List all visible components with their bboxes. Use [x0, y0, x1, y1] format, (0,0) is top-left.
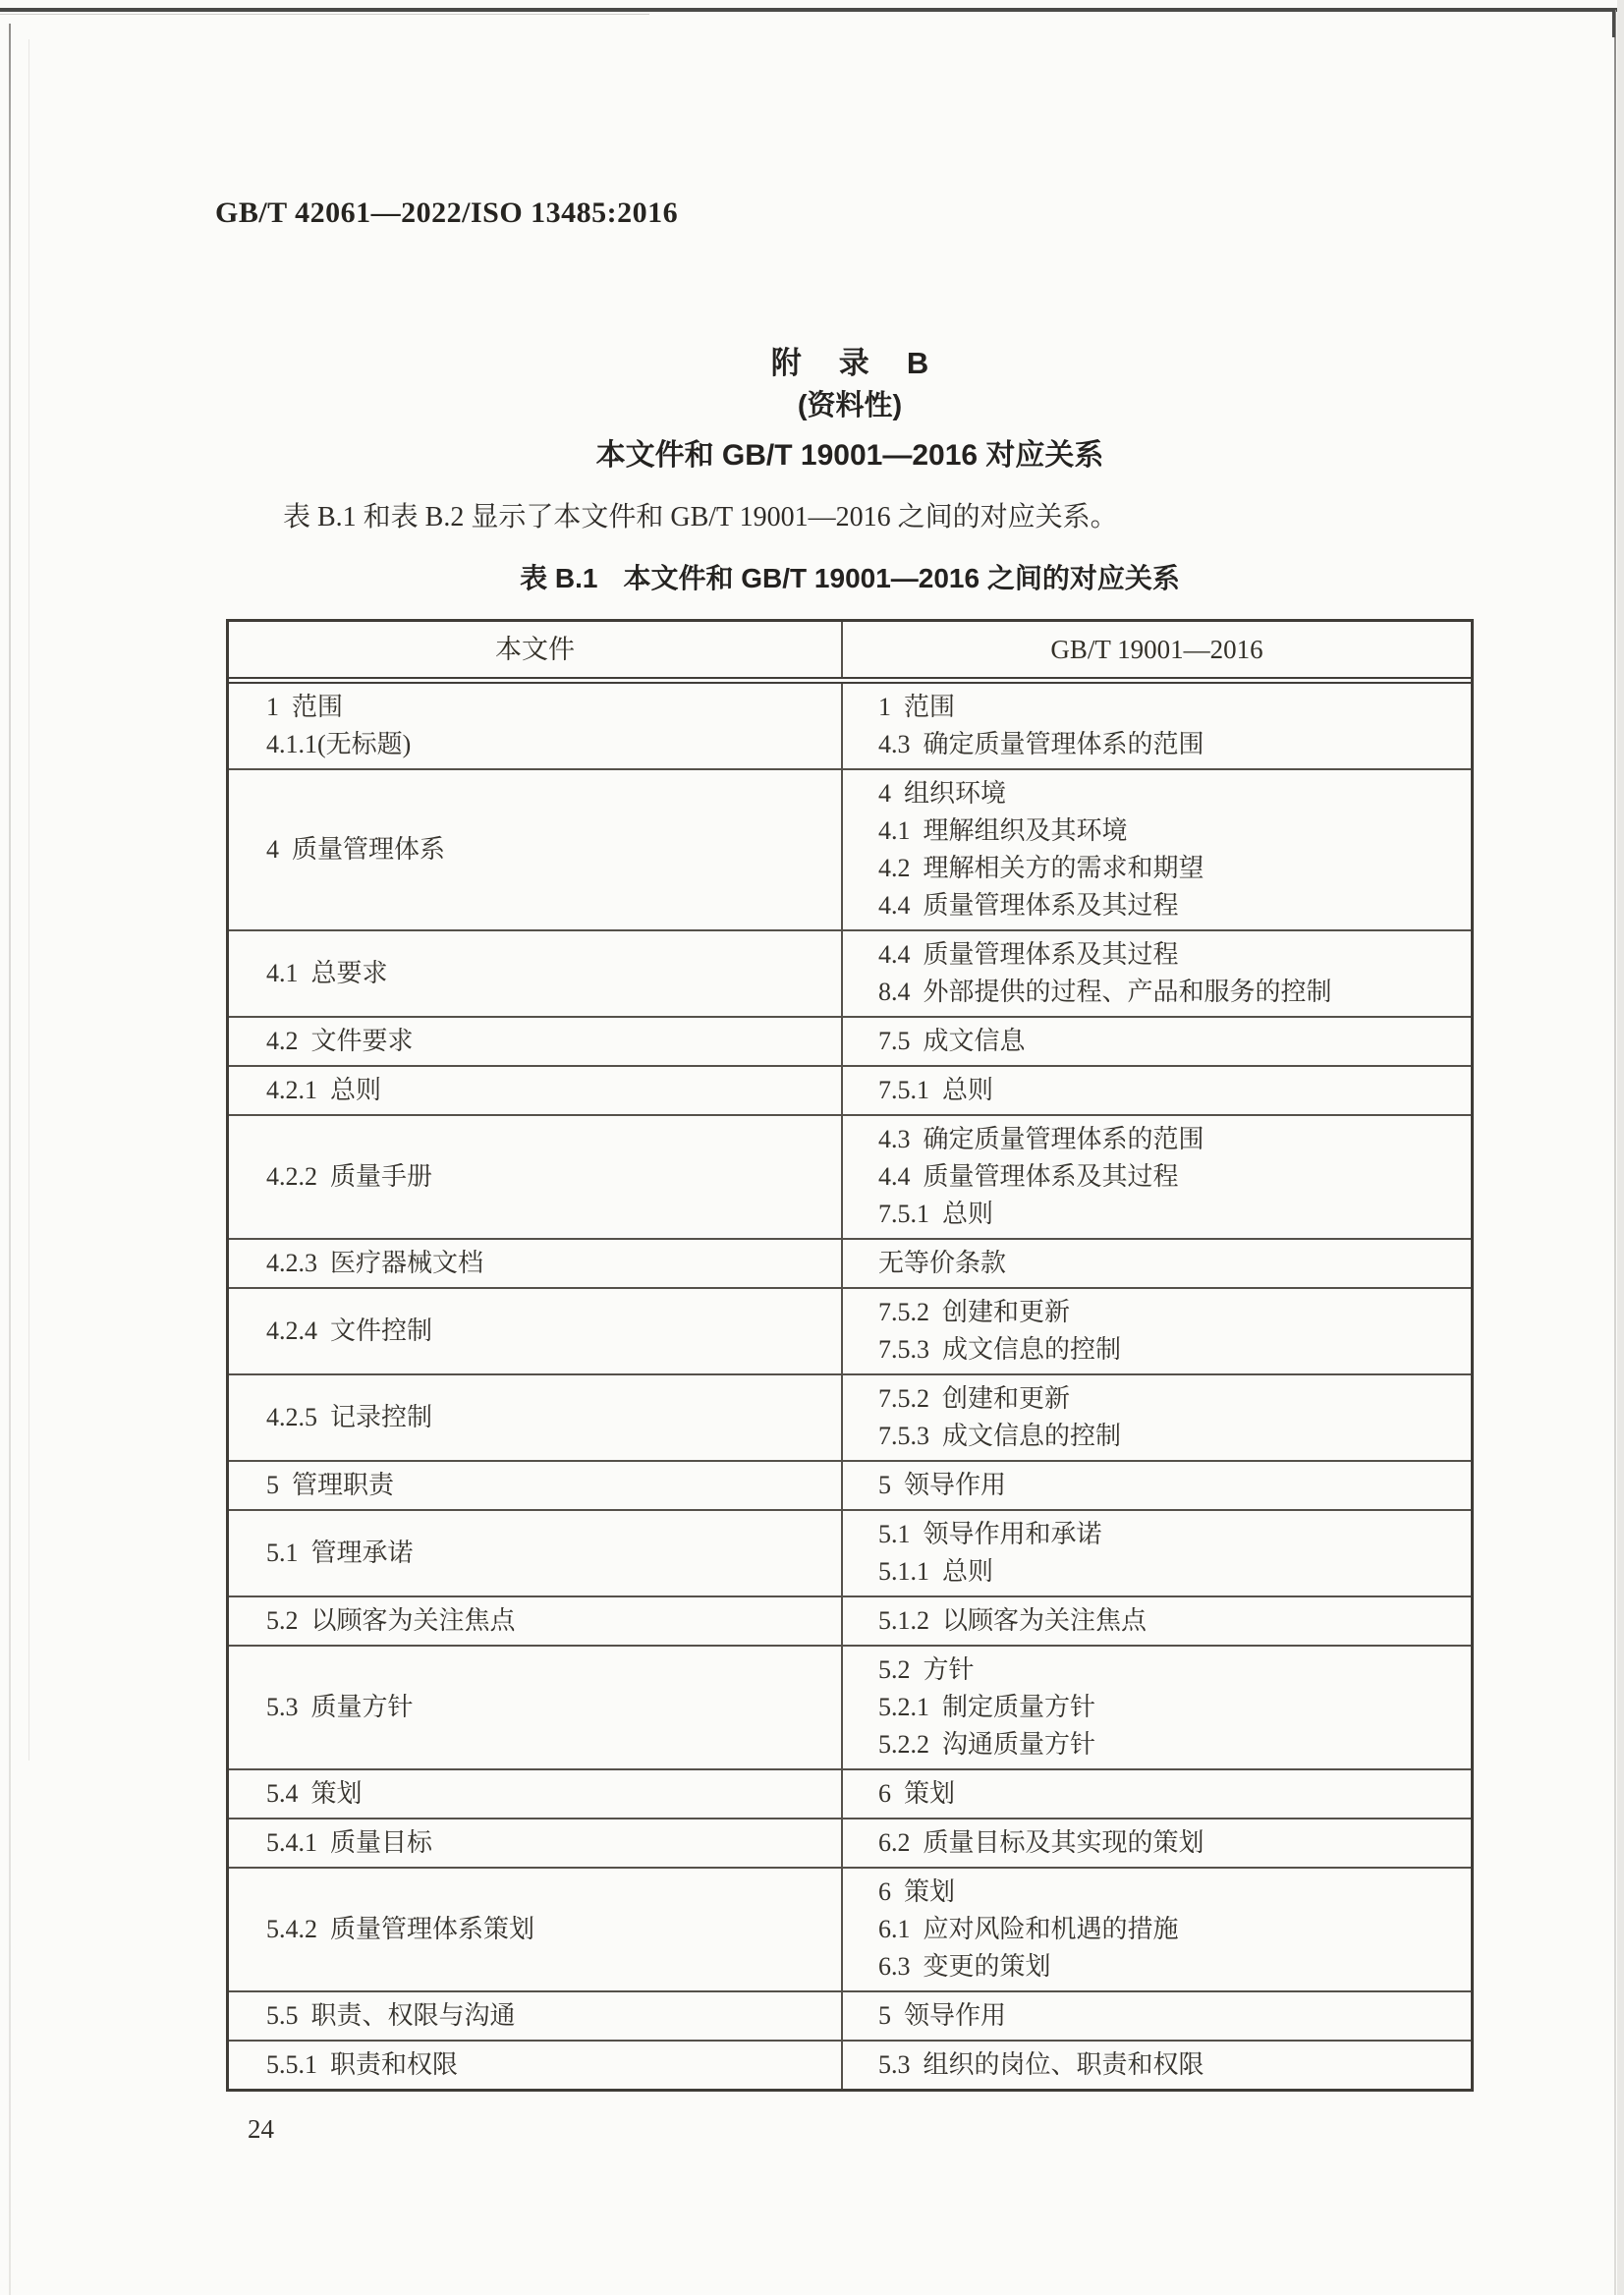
table-row [229, 1819, 1471, 1869]
cell-gbt-19001 [843, 1647, 1471, 1768]
table-caption-label: 表 B.1 [520, 563, 598, 593]
clause-line: 5 管理职责 [266, 1471, 395, 1499]
clause-line: 4.2 文件要求 [266, 1027, 414, 1055]
column-header-this-document: 本文件 [229, 622, 843, 677]
clause-line: 5.2.1 制定质量方针 [878, 1693, 1096, 1721]
table-row [229, 770, 1471, 931]
cell-this-document [229, 1375, 843, 1460]
cell-gbt-19001 [843, 1462, 1471, 1509]
standard-number-header: GB/T 42061—2022/ISO 13485:2016 [215, 196, 679, 229]
clause-line: 7.5.3 成文信息的控制 [878, 1422, 1122, 1450]
clause-line: 6 策划 [878, 1779, 956, 1808]
clause-line: 4.4 质量管理体系及其过程 [878, 891, 1179, 920]
table-row [229, 1511, 1471, 1597]
cell-gbt-19001 [843, 1240, 1471, 1287]
table-row [229, 2042, 1471, 2089]
clause-line: 5.4 策划 [266, 1779, 363, 1808]
column-header-gbt-19001: GB/T 19001—2016 [1050, 635, 1263, 664]
clause-line: 4.4 质量管理体系及其过程 [878, 940, 1179, 969]
cell-gbt-19001 [843, 1375, 1471, 1460]
clause-line: 1 范围 [878, 693, 956, 721]
clause-line: 5 领导作用 [878, 1471, 1007, 1499]
cell-gbt-19001 [843, 1992, 1471, 2040]
clause-line: 5.5.1 职责和权限 [266, 2050, 459, 2079]
page-number: 24 [248, 2114, 274, 2144]
table-row [229, 1375, 1471, 1462]
table-caption [226, 557, 1474, 596]
clause-line: 4.2.4 文件控制 [266, 1316, 433, 1345]
clause-line: 5.1.1 总则 [878, 1557, 994, 1586]
cell-gbt-19001 [843, 1116, 1471, 1238]
cell-gbt-19001 [843, 1819, 1471, 1867]
cell-gbt-19001 [843, 1869, 1471, 1990]
table-row [229, 1462, 1471, 1511]
clause-line: 4.2.1 总则 [266, 1076, 382, 1104]
clause-line: 5.2.2 沟通质量方针 [878, 1730, 1096, 1759]
clause-line: 5.4.1 质量目标 [266, 1828, 433, 1857]
clause-line: 5.3 质量方针 [266, 1693, 414, 1721]
scan-artifact-right-band [1617, 0, 1624, 2295]
table-row [229, 1597, 1471, 1647]
clause-line: 7.5.1 总则 [878, 1200, 994, 1228]
clause-line: 1 范围 [266, 693, 344, 721]
cell-this-document [229, 770, 843, 929]
scan-artifact-right-line [1614, 10, 1616, 2295]
appendix-subtitle: 本文件和 GB/T 19001—2016 对应关系 [595, 439, 1104, 472]
clause-line: 7.5.3 成文信息的控制 [878, 1335, 1122, 1364]
table-row [229, 1240, 1471, 1289]
cell-gbt-19001 [843, 1289, 1471, 1373]
scan-artifact-top-line [0, 8, 1624, 12]
clause-line: 4.2.5 记录控制 [266, 1403, 433, 1431]
table-row [229, 931, 1471, 1018]
scan-artifact-top-echo [0, 14, 649, 15]
table-row [229, 1067, 1471, 1116]
cell-gbt-19001 [843, 770, 1471, 929]
clause-line: 6.2 质量目标及其实现的策划 [878, 1828, 1204, 1857]
clause-line: 4.1 总要求 [266, 959, 388, 987]
intro-paragraph: 表 B.1 和表 B.2 显示了本文件和 GB/T 19001—2016 之间的对应关系。 [283, 502, 1118, 532]
cell-gbt-19001 [843, 1597, 1471, 1645]
cell-this-document [229, 1289, 843, 1373]
cell-gbt-19001 [843, 2042, 1471, 2089]
clause-line: 7.5.2 创建和更新 [878, 1384, 1071, 1413]
cell-gbt-19001 [843, 1067, 1471, 1114]
clause-line: 5 领导作用 [878, 2001, 1007, 2030]
scan-artifact-left-line-2 [28, 39, 29, 1761]
table-row [229, 684, 1471, 770]
cell-this-document [229, 1067, 843, 1114]
table-row [229, 1992, 1471, 2042]
cell-this-document [229, 1116, 843, 1238]
appendix-type-label: (资料性) [797, 390, 903, 421]
clause-line: 4.2 理解相关方的需求和期望 [878, 854, 1204, 882]
cell-this-document [229, 931, 843, 1016]
clause-line: 4.4 质量管理体系及其过程 [878, 1162, 1179, 1191]
cell-gbt-19001 [843, 684, 1471, 768]
scan-artifact-left-line [9, 24, 11, 2295]
appendix-title: 附 录 B [770, 346, 929, 380]
cell-gbt-19001 [843, 1018, 1471, 1065]
clause-line: 4 组织环境 [878, 779, 1007, 808]
clause-line: 7.5 成文信息 [878, 1027, 1026, 1055]
table-row [229, 1869, 1471, 1992]
clause-line: 4.3 确定质量管理体系的范围 [878, 1125, 1204, 1153]
clause-line: 5.4.2 质量管理体系策划 [266, 1915, 535, 1943]
clause-line: 5.2 方针 [878, 1655, 975, 1684]
clause-line: 5.1 领导作用和承诺 [878, 1520, 1102, 1548]
table-body [229, 684, 1471, 2089]
clause-line: 5.1.2 以顾客为关注焦点 [878, 1606, 1148, 1635]
cell-this-document [229, 1992, 843, 2040]
clause-line: 6 策划 [878, 1877, 956, 1906]
clause-line: 7.5.1 总则 [878, 1076, 994, 1104]
table-row [229, 1647, 1471, 1770]
table-row [229, 1289, 1471, 1375]
table-row [229, 1018, 1471, 1067]
cell-gbt-19001 [843, 1770, 1471, 1818]
clause-line: 6.3 变更的策划 [878, 1952, 1051, 1981]
clause-line: 5.3 组织的岗位、职责和权限 [878, 2050, 1204, 2079]
cell-this-document [229, 1869, 843, 1990]
table-header-row [229, 622, 1471, 684]
cell-gbt-19001 [843, 1511, 1471, 1595]
clause-line: 4 质量管理体系 [266, 835, 446, 864]
cell-this-document [229, 1240, 843, 1287]
clause-line: 4.1.1(无标题) [266, 730, 412, 758]
cell-this-document [229, 1018, 843, 1065]
clause-line: 8.4 外部提供的过程、产品和服务的控制 [878, 978, 1332, 1006]
clause-line: 4.3 确定质量管理体系的范围 [878, 730, 1204, 758]
clause-line: 5.1 管理承诺 [266, 1539, 414, 1567]
clause-line: 4.1 理解组织及其环境 [878, 816, 1128, 845]
cell-this-document [229, 1647, 843, 1768]
cell-gbt-19001 [843, 931, 1471, 1016]
cell-this-document [229, 1511, 843, 1595]
clause-line: 7.5.2 创建和更新 [878, 1298, 1071, 1326]
correspondence-table [226, 619, 1474, 2092]
table-caption-text: 本文件和 GB/T 19001—2016 之间的对应关系 [623, 563, 1180, 593]
cell-this-document [229, 1819, 843, 1867]
table-row [229, 1116, 1471, 1240]
clause-line: 无等价条款 [878, 1249, 1007, 1277]
scan-artifact-corner-tick [1612, 8, 1615, 37]
table-row [229, 1770, 1471, 1819]
clause-line: 4.2.2 质量手册 [266, 1162, 433, 1191]
cell-this-document [229, 1597, 843, 1645]
clause-line: 5.5 职责、权限与沟通 [266, 2001, 516, 2030]
clause-line: 5.2 以顾客为关注焦点 [266, 1606, 516, 1635]
clause-line: 4.2.3 医疗器械文档 [266, 1249, 484, 1277]
cell-this-document [229, 1770, 843, 1818]
cell-this-document [229, 684, 843, 768]
cell-this-document [229, 2042, 843, 2089]
clause-line: 6.1 应对风险和机遇的措施 [878, 1915, 1179, 1943]
cell-this-document [229, 1462, 843, 1509]
